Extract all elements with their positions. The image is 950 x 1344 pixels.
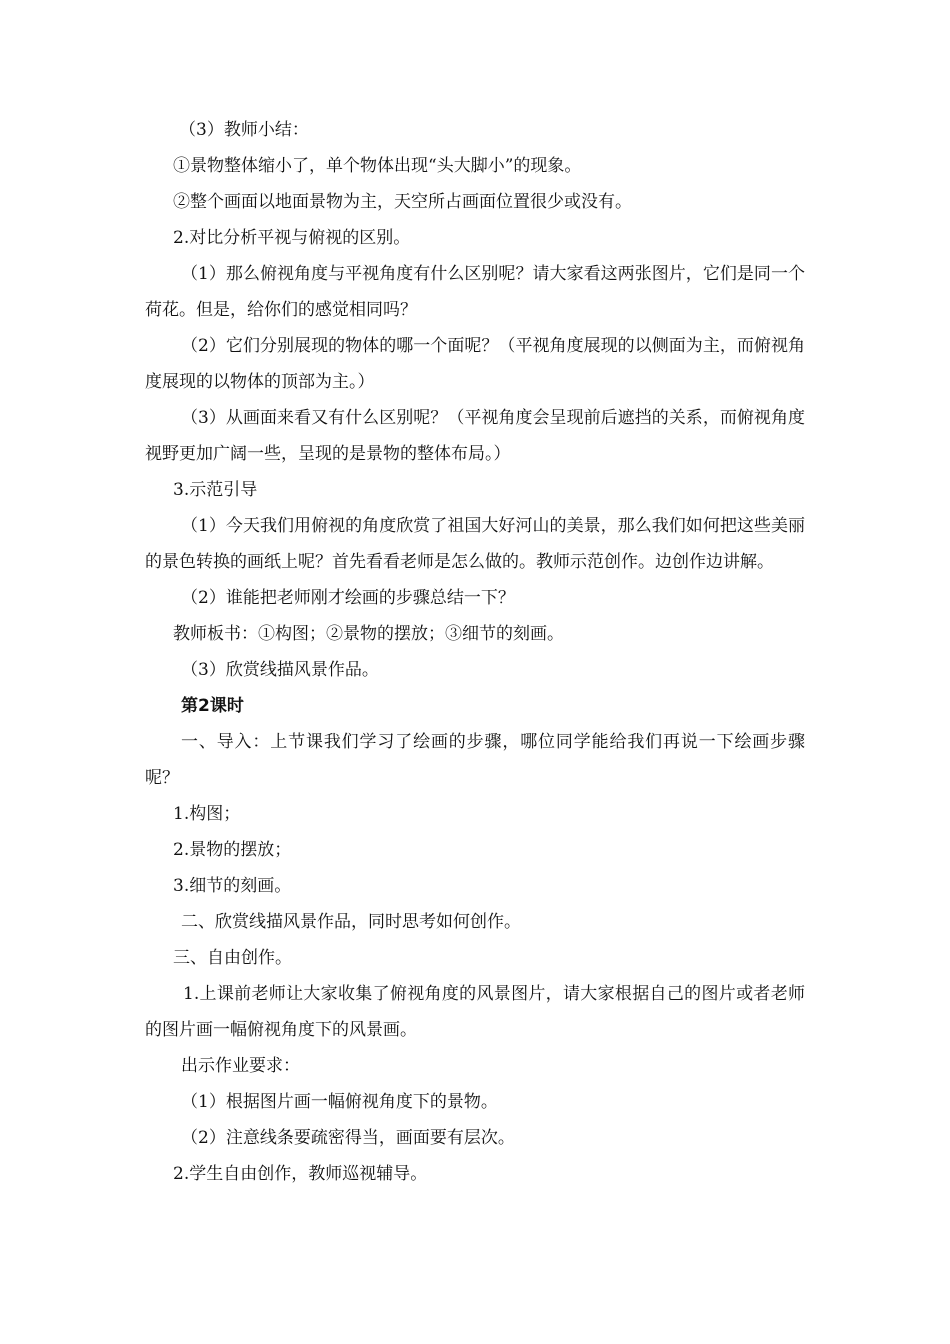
paragraph-demo-step-1: （1）今天我们用俯视的角度欣赏了祖国大好河山的美景，那么我们如何把这些美丽的景色转换的画纸上呢？首先看看老师是怎么做的。教师示范创作。边创作边讲解。 [145, 516, 805, 572]
paragraph-appreciation: 二、欣赏线描风景作品，同时思考如何创作。 [181, 912, 521, 932]
paragraph-compare-question-2: （2）它们分别展现的物体的哪一个面呢？（平视角度展现的以侧面为主，而俯视角度展现的以物体的顶部为主。） [145, 336, 805, 392]
paragraph-compare-question-3: （3）从画面来看又有什么区别呢？（平视角度会呈现前后遮挡的关系，而俯视角度视野更加广阔一些，呈现的是景物的整体布局。） [145, 408, 805, 464]
paragraph-free-creation: 三、自由创作。 [173, 948, 292, 968]
paragraph-compare-question-1: （1）那么俯视角度与平视角度有什么区别呢？请大家看这两张图片，它们是同一个荷花。但是，给你们的感觉相同吗？ [145, 264, 805, 320]
paragraph-summary-point-2: ②整个画面以地面景物为主，天空所占画面位置很少或没有。 [173, 192, 632, 212]
paragraph-summary-point-1: ①景物整体缩小了，单个物体出现“头大脚小”的现象。 [173, 156, 582, 176]
document-body [145, 112, 805, 1192]
paragraph-homework-requirement-1: （1）根据图片画一幅俯视角度下的景物。 [181, 1092, 498, 1112]
paragraph-section-3-heading: 3.示范引导 [173, 480, 258, 500]
paragraph-teacher-summary: （3）教师小结： [179, 120, 309, 140]
paragraph-step-placement: 2.景物的摆放； [173, 840, 292, 860]
paragraph-section-2-heading: 2.对比分析平视与俯视的区别。 [173, 228, 411, 248]
lesson-2-heading: 第2课时 [181, 696, 244, 716]
paragraph-blackboard-notes: 教师板书：①构图；②景物的摆放；③细节的刻画。 [173, 624, 564, 644]
paragraph-step-composition: 1.构图； [173, 804, 241, 824]
paragraph-demo-step-3: （3）欣赏线描风景作品。 [181, 660, 379, 680]
paragraph-student-creation: 2.学生自由创作，教师巡视辅导。 [173, 1164, 428, 1184]
paragraph-homework-heading: 出示作业要求： [181, 1056, 300, 1076]
paragraph-creation-task: 1.上课前老师让大家收集了俯视角度的风景图片，请大家根据自己的图片或者老师的图片画一幅俯视角度下的风景画。 [145, 984, 805, 1040]
paragraph-homework-requirement-2: （2）注意线条要疏密得当，画面要有层次。 [181, 1128, 515, 1148]
paragraph-step-details: 3.细节的刻画。 [173, 876, 292, 896]
paragraph-demo-step-2: （2）谁能把老师刚才绘画的步骤总结一下？ [181, 588, 515, 608]
paragraph-introduction: 一、导入：上节课我们学习了绘画的步骤，哪位同学能给我们再说一下绘画步骤呢？ [145, 732, 805, 788]
